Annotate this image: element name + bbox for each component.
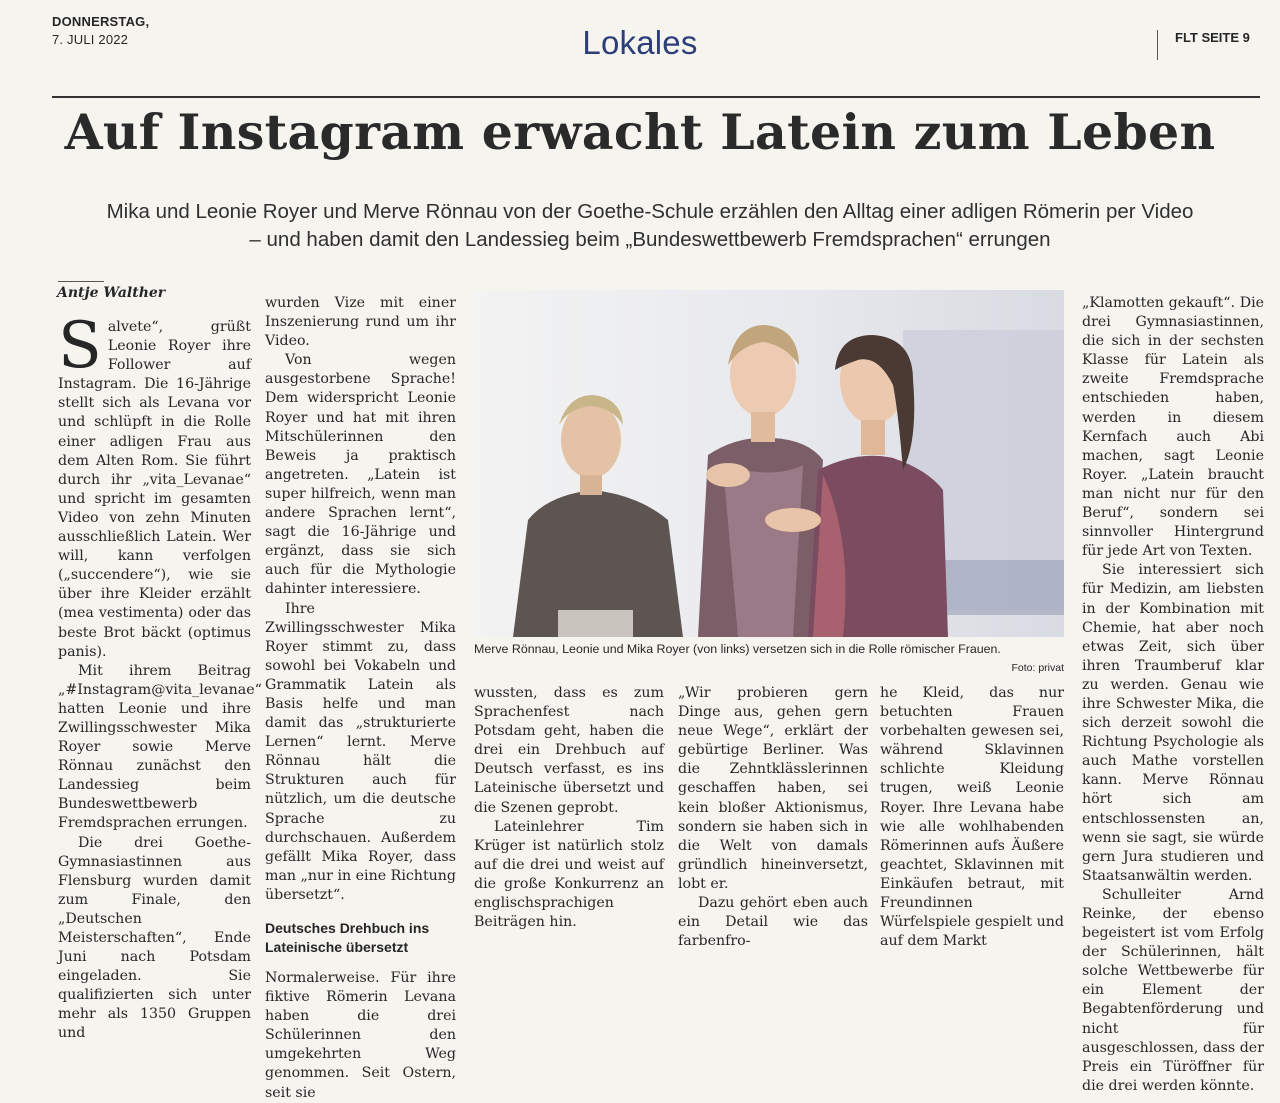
photo-credit: Foto: privat: [1011, 662, 1064, 674]
column-5: [880, 684, 1064, 951]
lead-paragraph: [58, 309, 251, 662]
header-rule: [52, 96, 1260, 98]
paragraph: Dazu gehört eben auch ein Detail wie das farbenfro-: [678, 895, 868, 950]
paragraph: he Kleid, das nur betuchten Frauen vorbehalten gewesen sei, während Sklavinnen schlichte Kleidung trugen, weiß Leonie Royer. Ihre Levana habe wie alle wohlhabenden Römerinnen aufs Äußere geachtet, Sklavinnen mit Einkäufen betraut, mit Freundinnen Würfelspiele gespielt und auf dem Markt: [880, 685, 1064, 950]
column-2: [265, 294, 456, 1103]
section-title: Lokales: [582, 24, 698, 61]
photo-image: [473, 290, 1064, 637]
header-divider: [1157, 30, 1158, 60]
subheadline: [70, 198, 1230, 254]
photo-caption: Merve Rönnau, Leonie und Mika Royer (von links) versetzen sich in die Rolle römischer Frauen.: [474, 642, 1001, 656]
paragraph: Von wegen ausgestorbene Sprache! Dem widerspricht Leonie Royer und hat mit ihren Mitschülerinnen den Beweis ja praktisch angetreten. „Latein ist super hilfreich, wenn man andere Sprachen lernt“, sagt die 16-Jährige und ergänzt, dass sie sich auch für die Mythologie dahinter interessiere.: [265, 352, 456, 598]
subheadline-line-2: – und haben damit den Landessieg beim „Bundeswettbewerb Fremdsprachen“ errungen: [249, 228, 1051, 251]
article-photo: [473, 290, 1064, 637]
column-6: [1082, 294, 1264, 1096]
paragraph: Mit ihrem Beitrag „#Instagram@vita_levanae“ hatten Leonie und ihre Zwillingsschwester Mika Royer sowie Merve Rönnau zunächst den Landessieg beim Bundeswettbewerb Fremdsprachen errungen.: [58, 662, 262, 832]
author-rule: [58, 281, 104, 282]
lead-text: alvete“, grüßt Leonie Royer ihre Follower auf Instagram. Die 16-Jährige stellt sich als Levana vor und schlüpft in die Rolle einer adligen Frau aus dem Alten Rom. Sie führt durch ihr „vita_Levanae“ und spricht im gesamten Video von zehn Minuten ausschließlich Latein. Wer will, kann verfolgen („succendere“), wie sie über ihre Kleider erzählt (mea vestimenta) oder das beste Brot bäckt (optimus panis).: [58, 319, 251, 660]
paragraph: Normalerweise. Für ihre fiktive Römerin Levana haben die drei Schülerinnen den umgekehrten Weg genommen. Seit Ostern, seit sie: [265, 970, 456, 1101]
column-3: [474, 684, 664, 932]
paragraph: wussten, dass es zum Sprachenfest nach Potsdam geht, haben die drei ein Drehbuch auf Deutsch verfasst, es ins Lateinische übersetzt und die Szenen geprobt.: [474, 685, 664, 816]
author-byline: Antje Walther: [57, 285, 166, 301]
paragraph: wurden Vize mit einer Inszenierung rund um ihr Video.: [265, 295, 456, 350]
paragraph: Ihre Zwillingsschwester Mika Royer stimmt zu, dass sowohl bei Vokabeln und Grammatik Latein als Basis helfe und man damit das „strukturierte Lernen“ lernt. Merve Rönnau hält die Strukturen auch für nützlich, um die deutsche Sprache zu durchschauen. Außerdem gefällt Mika Royer, dass man „nur in eine Richtung übersetzt“.: [265, 600, 456, 903]
subheadline-line-1: Mika und Leonie Royer und Merve Rönnau von der Goethe-Schule erzählen den Alltag einer adligen Römerin per Video: [106, 200, 1194, 223]
date: 7. JULI 2022: [52, 32, 129, 47]
drop-cap: S: [58, 309, 102, 383]
paragraph: Schulleiter Arnd Reinke, der ebenso begeistert ist vom Erfolg der Schülerinnen, hält solche Wettbewerbe für ein Element der Begabtenförderung und nicht für ausgeschlossen, dass der Preis ein Türöffner für die drei werden könnte.: [1082, 886, 1264, 1094]
paragraph: „Klamotten gekauft“. Die drei Gymnasiastinnen, die sich in der sechsten Klasse für Latein als zweite Fremdsprache entschieden haben, werden in diesem Kernfach auch Abi machen, sagt Leonie Royer. „Latein braucht man nicht nur für den Beruf“, sondern sei sinnvoller Hintergrund für jede Art von Texten.: [1082, 295, 1264, 560]
column-4: [678, 684, 868, 951]
paragraph: Die drei Goethe-Gymnasiastinnen aus Flensburg wurden damit zum Finale, den „Deutschen Meisterschaften“, Ende Juni nach Potsdam eingeladen. Sie qualifizierten sich unter mehr als 1350 Gruppen und: [58, 834, 251, 1042]
article-subtitle: Deutsches Drehbuch ins Lateinische übersetzt: [265, 920, 430, 955]
page-number: FLT SEITE 9: [1175, 30, 1250, 45]
paragraph: „Wir probieren gern Dinge aus, gehen gern neue Wege“, erklärt der gebürtige Berliner. Was die Zehntklässlerinnen geschaffen haben, sei kein bloßer Aktionismus, sondern sie haben sich in die Welt von damals gründlich hineinversetzt, lobt er.: [678, 685, 868, 892]
paragraph: Sie interessiert sich für Medizin, am liebsten in der Kombination mit Chemie, hat aber noch etwas Zeit, sich über ihren Traumberuf klar zu werden. Genau wie ihre Schwester Mika, die sich derzeit sowohl die Richtung Psychologie als auch Mathe vorstellen kann. Merve Rönnau hört sich am entschlossensten an, wenn sie sagt, sie würde gern Jura studieren und Staatsanwältin werden.: [1082, 562, 1264, 884]
weekday: DONNERSTAG,: [52, 14, 150, 29]
paragraph: Lateinlehrer Tim Krüger ist natürlich stolz auf die drei und weist auf die große Konkurrenz an englischsprachigen Beiträgen hin.: [474, 818, 664, 931]
headline: Auf Instagram erwacht Latein zum Leben: [64, 103, 1216, 161]
column-1: [58, 309, 262, 1044]
